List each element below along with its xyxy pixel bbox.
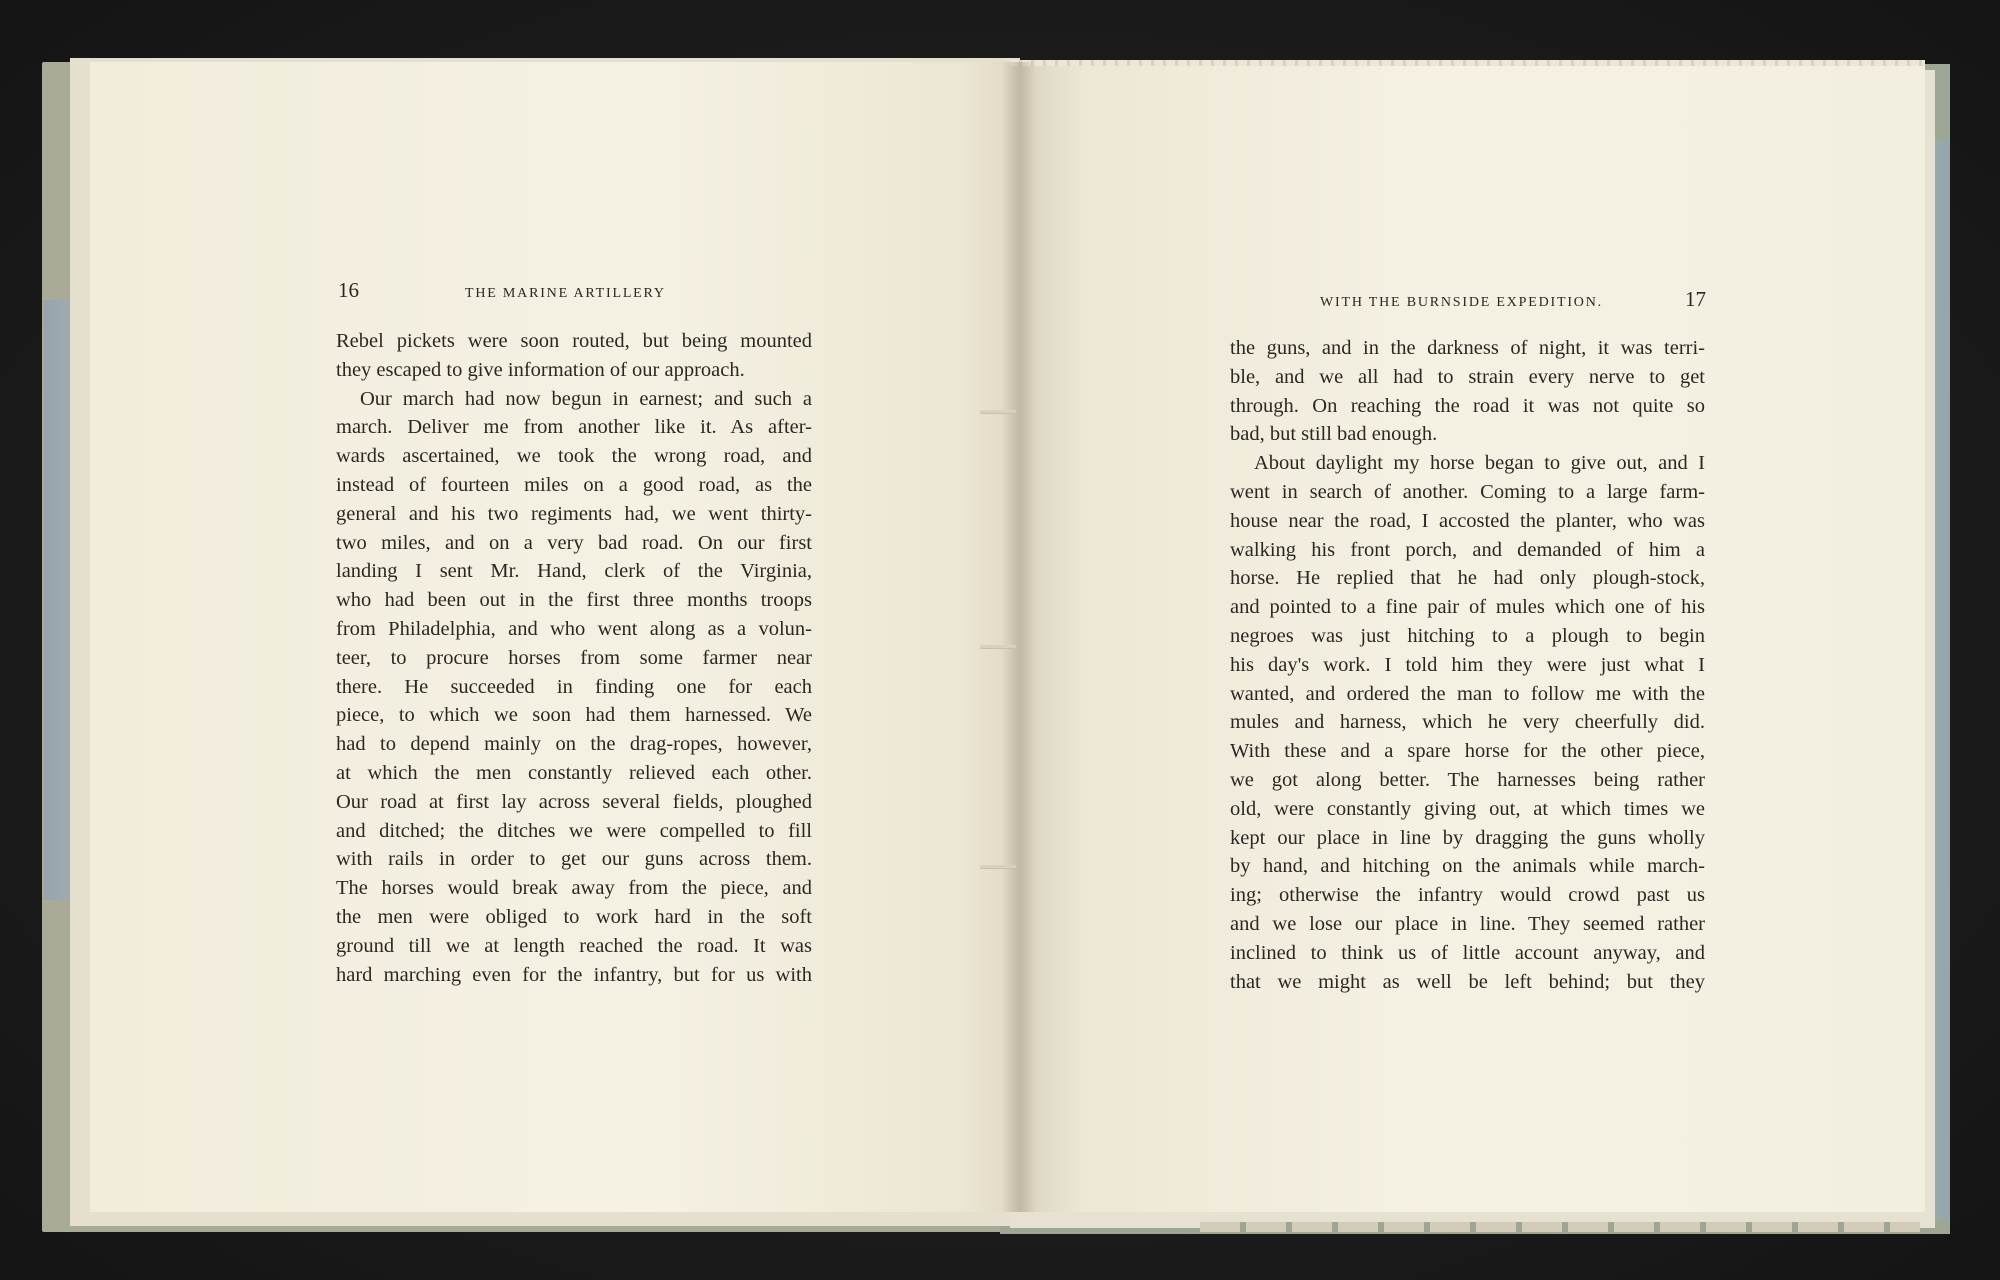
left-page-header: [338, 278, 818, 308]
text-line: Our road at first lay across several fields, ploughed: [336, 790, 812, 813]
left-running-head: THE MARINE ARTILLERY: [465, 286, 666, 301]
text-line: and ditched; the ditches we were compelled to fill: [336, 819, 812, 842]
text-line: general and his two regiments had, we went thirty-: [336, 502, 812, 525]
text-line: there. He succeeded in finding one for each: [336, 675, 812, 698]
binding-stitch: [980, 410, 1016, 413]
text-line: they escaped to give information of our approach.: [336, 358, 745, 381]
text-line: went in search of another. Coming to a large farm-: [1230, 480, 1705, 503]
text-line: piece, to which we soon had them harnessed. We: [336, 704, 812, 727]
binding-stitch: [980, 865, 1016, 868]
text-line: About daylight my horse began to give out, and I: [1254, 452, 1705, 475]
binding-stitch: [980, 645, 1016, 648]
text-line: old, were constantly giving out, at which times we: [1230, 797, 1705, 820]
text-line: had to depend mainly on the drag-ropes, however,: [336, 733, 812, 756]
right-page-number: 17: [1685, 287, 1706, 311]
text-line: teer, to procure horses from some farmer near: [336, 646, 812, 669]
text-line: through. On reaching the road it was not quite so: [1230, 394, 1705, 417]
text-line: with rails in order to get our guns across them.: [336, 848, 812, 871]
text-line: wards ascertained, we took the wrong road, and: [336, 445, 812, 468]
text-line: from Philadelphia, and who went along as a volun-: [336, 617, 812, 640]
text-line: the men were obliged to work hard in the soft: [336, 905, 812, 928]
right-page-top-edge: [1010, 60, 1925, 66]
text-line: With these and a spare horse for the other piece,: [1230, 740, 1705, 763]
text-line: we got along better. The harnesses being rather: [1230, 768, 1705, 791]
text-line: mules and harness, which he very cheerfully did.: [1230, 711, 1705, 734]
text-line: and we lose our place in line. They seemed rather: [1230, 912, 1705, 935]
right-page-body: [1230, 334, 1705, 996]
left-page-number: 16: [338, 278, 359, 302]
text-line: landing I sent Mr. Hand, clerk of the Virginia,: [336, 560, 812, 583]
text-line: wanted, and ordered the man to follow me with the: [1230, 682, 1705, 705]
text-line: hard marching even for the infantry, but for us with: [336, 963, 812, 986]
text-line: march. Deliver me from another like it. As after-: [336, 416, 812, 439]
right-page-header: [1320, 287, 1706, 317]
text-line: at which the men constantly relieved each other.: [336, 761, 812, 784]
left-page-body: [336, 327, 812, 989]
text-line: by hand, and hitching on the animals while march-: [1230, 855, 1705, 878]
text-line: the guns, and in the darkness of night, it was terri-: [1230, 337, 1705, 359]
text-line: house near the road, I accosted the planter, who was: [1230, 509, 1705, 532]
text-line: two miles, and on a very bad road. On our first: [336, 531, 812, 554]
gutter-shadow: [1002, 62, 1036, 1212]
right-running-head: WITH THE BURNSIDE EXPEDITION.: [1320, 295, 1603, 310]
text-line: instead of fourteen miles on a good road, as the: [336, 473, 812, 496]
text-line: The horses would break away from the piece, and: [336, 877, 812, 900]
text-line: who had been out in the first three months troops: [336, 589, 812, 612]
text-line: and pointed to a fine pair of mules which one of his: [1230, 596, 1705, 619]
text-line: kept our place in line by dragging the guns wholly: [1230, 826, 1705, 849]
text-line: ble, and we all had to strain every nerve to get: [1230, 365, 1705, 388]
text-line: walking his front porch, and demanded of him a: [1230, 538, 1705, 561]
text-line: ground till we at length reached the road. It was: [336, 934, 812, 957]
text-line: horse. He replied that he had only plough-stock,: [1230, 567, 1705, 590]
text-line: Our march had now begun in earnest; and such a: [360, 387, 812, 410]
text-line: ing; otherwise the infantry would crowd past us: [1230, 884, 1705, 907]
right-page-bottom-edge: [1200, 1222, 1920, 1232]
text-line: Rebel pickets were soon routed, but being mounted: [336, 330, 812, 352]
text-line: bad, but still bad enough.: [1230, 423, 1438, 446]
text-line: inclined to think us of little account anyway, and: [1230, 941, 1705, 964]
text-line: negroes was just hitching to a plough to begin: [1230, 624, 1705, 647]
text-line: that we might as well be left behind; but they: [1230, 970, 1705, 993]
text-line: his day's work. I told him they were just what I: [1230, 653, 1705, 676]
